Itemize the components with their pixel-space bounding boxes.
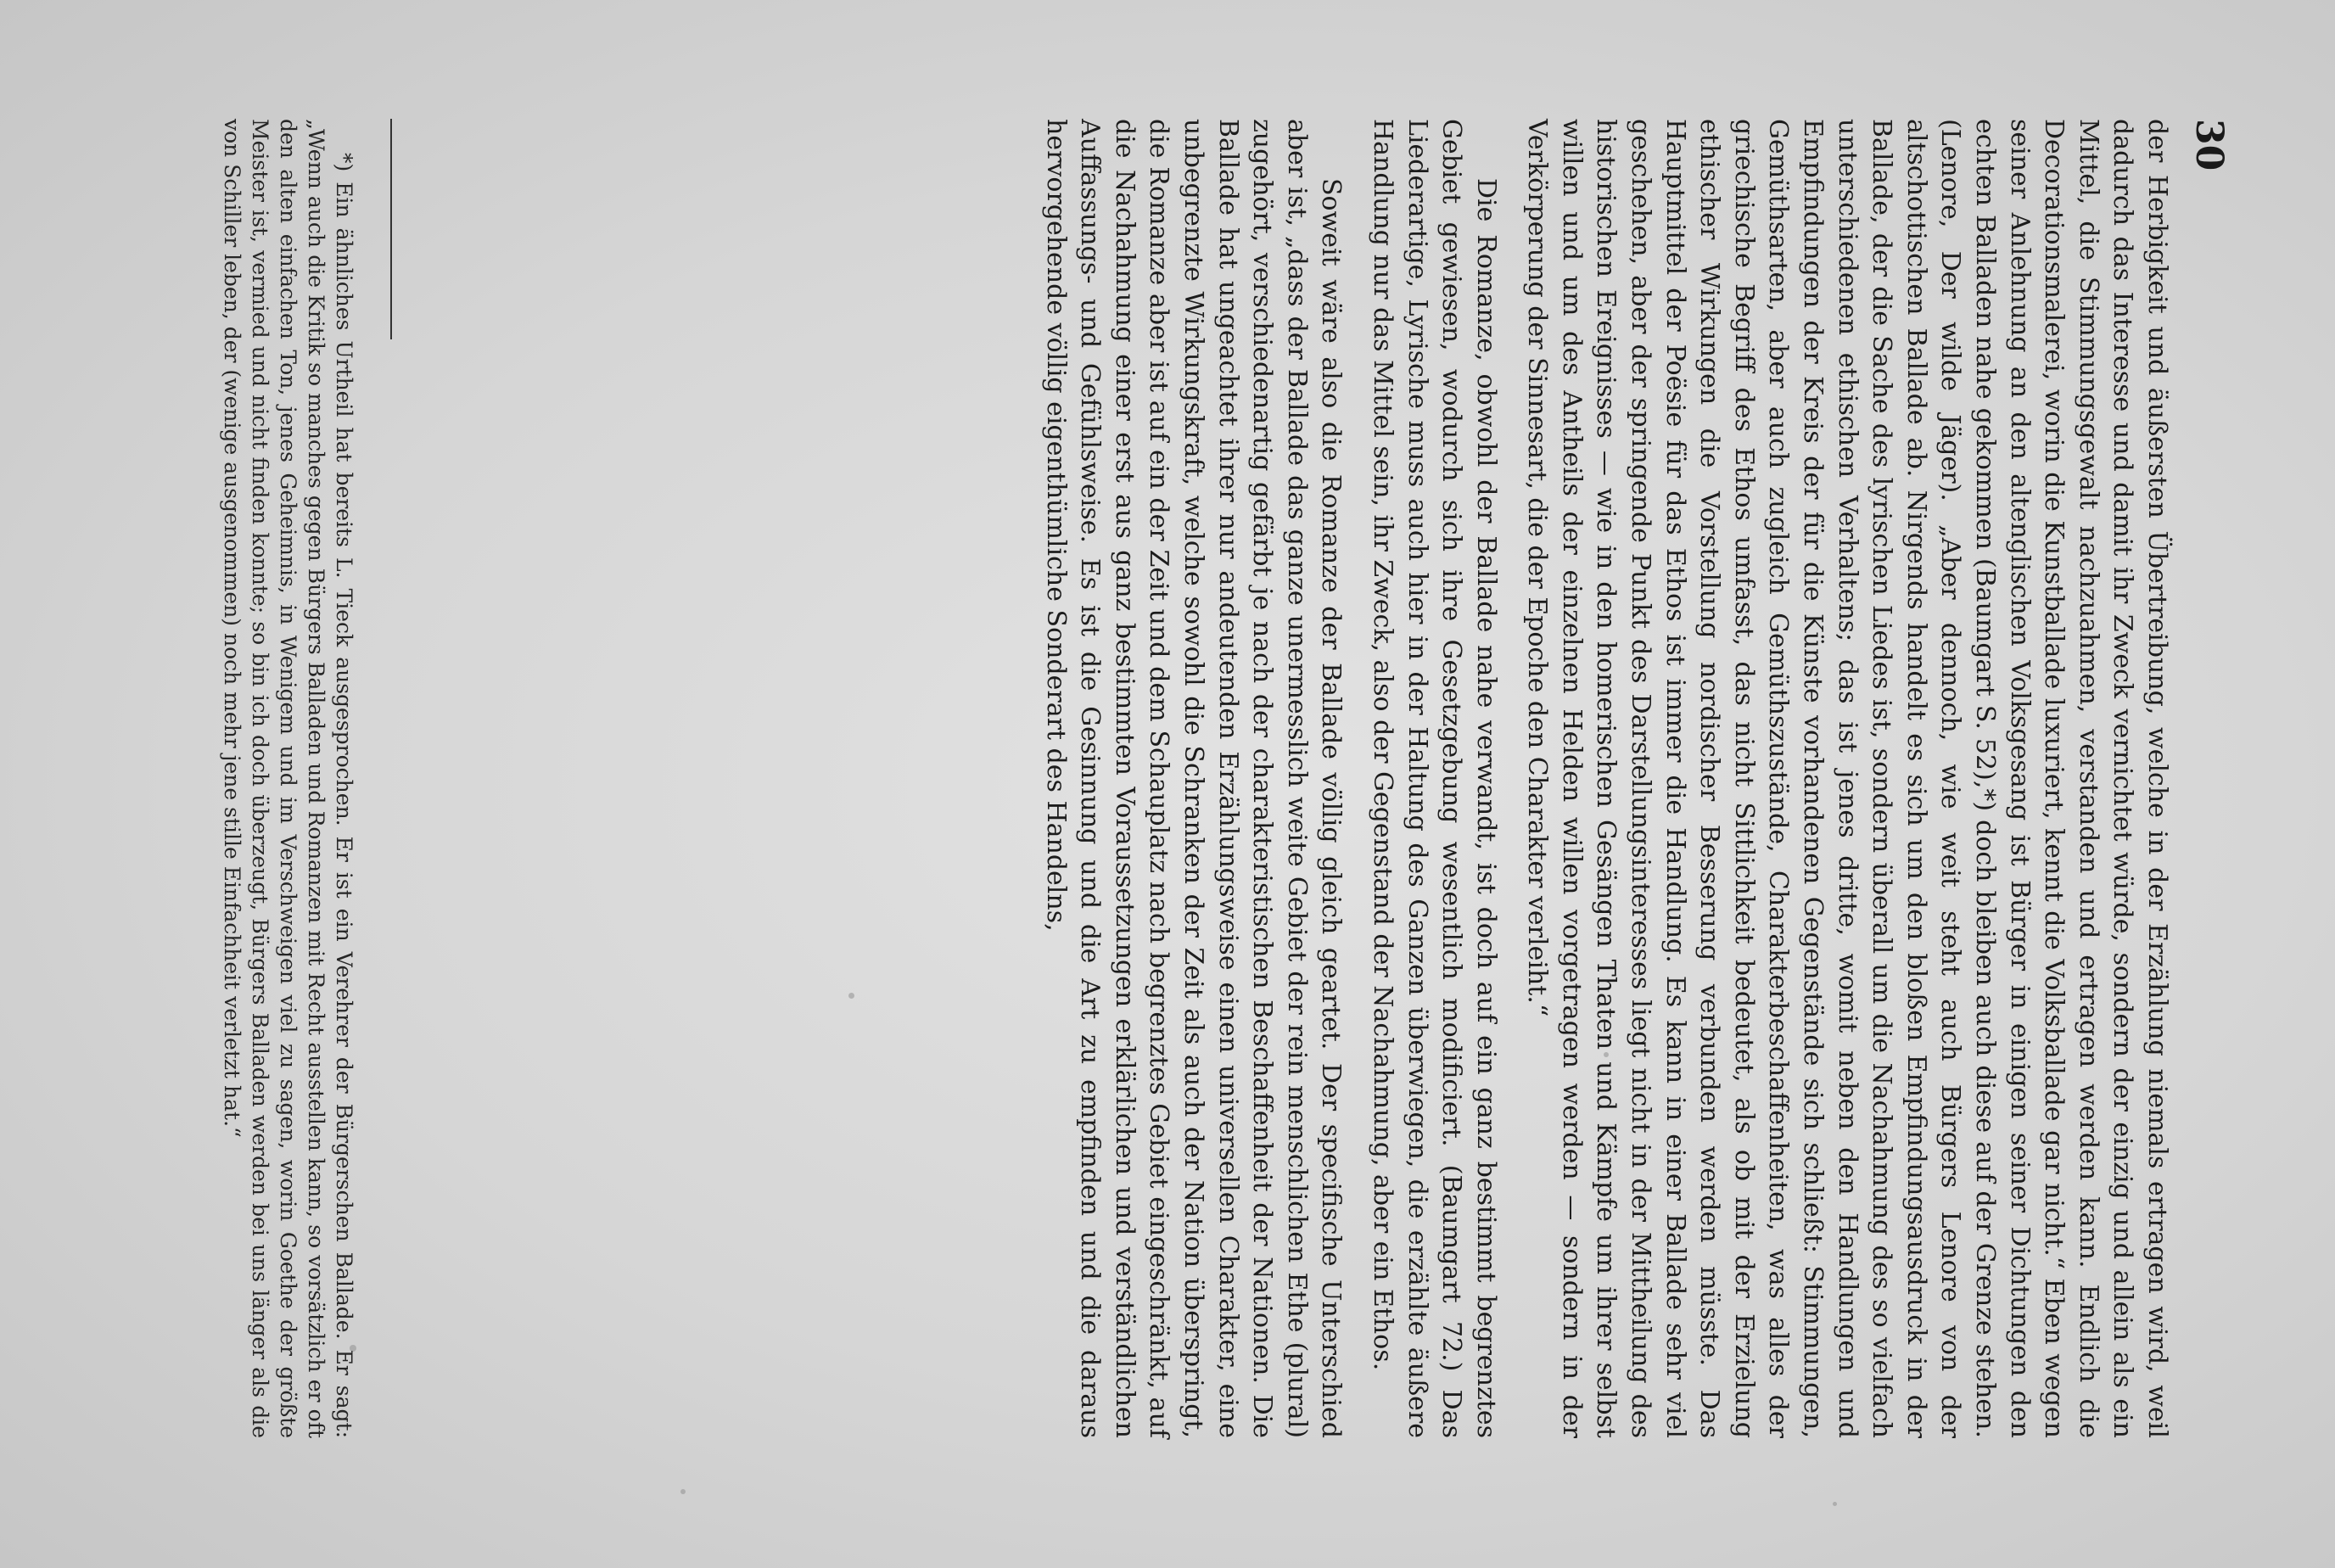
footnote-divider [390,119,392,339]
body-text [1038,119,2174,1438]
paragraph: Die Romanze, obwohl der Ballade nahe verwandt, ist doch auf ein ganz bestimmt begrenztes Gebiet gewiesen, wodurch sich ihre Gesetzgebung wesentlich modificiert. (Baumgart 72.) Das Liederartige, Lyrische muss auch hier in der Haltung des Ganzen überwiegen, die erzählte äußere Handlung nur das Mittel sein, ihr Zweck, also der Gegenstand der Nachahmung, aber ein Ethos. [1367,119,1501,1438]
page-number: 30 [2187,119,2231,171]
paragraph: Soweit wäre also die Romanze der Ballade völlig gleich geartet. Der specifische Unterschied aber ist, „dass der Ballade das ganze unermesslich weite Gebiet der rein menschlichen Ethe (plural) zugehört, verschiedenartig gefärbt je nach der charakteristischen Beschaffenheit der Nationen. Die Ballade hat ungeachtet ihrer nur andeutenden Erzählungsweise einen universellen Charakter, eine unbegrenzte Wirkungskraft, welche sowohl die Schranken der Zeit als auch der Nation überspringt, die Romanze aber ist auf ein der Zeit und dem Schauplatz nach begrenztes Gebiet eingeschränkt, auf die Nachahmung einer erst aus ganz bestimmten Voraussetzungen erklärlichen und verständlichen Auffassungs- und Gefühlsweise. Es ist die Gesinnung und die Art zu empfinden und die daraus hervorgehende völlig eigenthümliche Sonderart des Handelns, [1040,119,1347,1438]
footnote: *) Ein ähnliches Urtheil hat bereits L. Tieck ausgesprochen. Er ist ein Verehrer der Bürgerschen Ballade. Er sagt: „Wenn auch die Kritik so manches gegen Bürgers Balladen und Romanzen mit Recht ausstellen kann, so vorsätzlich er oft den alten einfachen Ton, jenes Geheimnis, in Wenigem und im Verschweigen viel zu sagen, worin Goethe der größte Meister ist, vermied und nicht finden konnte; so bin ich doch überzeugt, Bürgers Balladen werden bei uns länger als die von Schiller leben, der (wenige ausgenommen) noch mehr jene stille Einfachheit verletzt hat.“ [220,119,356,1438]
paragraph: der Herbigkeit und äußersten Übertreibung, welche in der Erzählung niemals ertragen wird, weil dadurch das Interesse und damit ihr Zweck vernichtet würde, sondern der einzig und allein als ein Mittel, die Stimmungsgewalt nachzuahmen, verstanden und ertragen werden kann. Endlich die Decorationsmalerei, worin die Kunstballade luxuriert, kennt die Volksballade gar nicht.“ Eben wegen seiner Anlehnung an den altenglischen Volksgesang ist Bürger in einigen seiner Dichtungen den echten Balladen nahe gekommen (Baumgart S. 52),*) doch bleiben auch diese auf der Grenze stehen. (Lenore, Der wilde Jäger). „Aber dennoch, wie weit steht auch Bürgers Lenore von der altschottischen Ballade ab. Nirgends handelt es sich um den bloßen Empfindungsausdruck in der Ballade, der die Sache des lyrischen Liedes ist, sondern überall um die Nachahmung des so vielfach unterschiedenen ethischen Verhaltens; das ist jenes dritte, womit neben den Handlungen und Empfindungen der Kreis der für die Künste vorhandenen Gegenstände sich schließt: Stimmungen, Gemüthsarten, aber auch zugleich Gemüthszustände, Charakterbeschaffenheiten, was alles der griechische Begriff des Ethos umfasst, das nicht Sittlichkeit bedeutet, als ob mit der Erzielung ethischer Wirkungen die Vorstellung nordischer Besserung verbunden werden müsste. Das Hauptmittel der Poësie für das Ethos ist immer die Handlung. Es kann in einer Ballade sehr viel geschehen, aber der springende Punkt des Darstellungsinteresses liegt nicht in der Mittheilung des historischen Ereignisses — wie in den homerischen Gesängen Thaten und Kämpfe um ihrer selbst willen und um des Antheils der einzelnen Helden willen vorgetragen werden — sondern in der Verkörperung der Sinnesart, die der Epoche den Charakter verleiht.“ [1522,119,2172,1438]
